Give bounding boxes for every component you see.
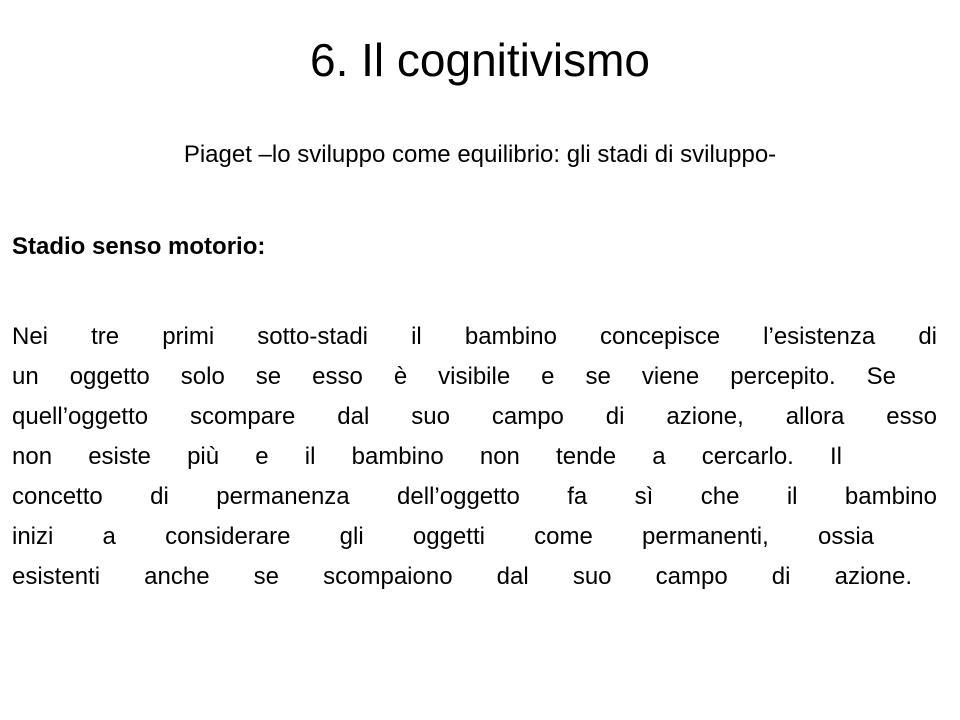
paragraph-line: inizi a considerare gli oggetti come permanenti, ossia: [12, 523, 874, 550]
section-heading: Stadio senso motorio:: [12, 233, 266, 260]
slide-title: 6. Il cognitivismo: [309, 34, 650, 86]
paragraph-line: concetto di permanenza dell’oggetto fa sì che il bambino: [12, 483, 937, 510]
paragraph-line: Nei tre primi sotto-stadi il bambino concepisce l’esistenza di: [12, 323, 937, 350]
paragraph-line: non esiste più e il bambino non tende a cercarlo. Il: [12, 443, 842, 470]
slide-subtitle: Piaget –lo sviluppo come equilibrio: gli stadi di sviluppo-: [183, 141, 777, 168]
body-paragraph: [12, 317, 937, 597]
paragraph-line: esistenti anche se scompaiono dal suo campo di azione.: [12, 563, 912, 590]
paragraph-line: un oggetto solo se esso è visibile e se viene percepito. Se: [12, 363, 896, 390]
paragraph-line: quell’oggetto scompare dal suo campo di azione, allora esso: [12, 403, 937, 430]
